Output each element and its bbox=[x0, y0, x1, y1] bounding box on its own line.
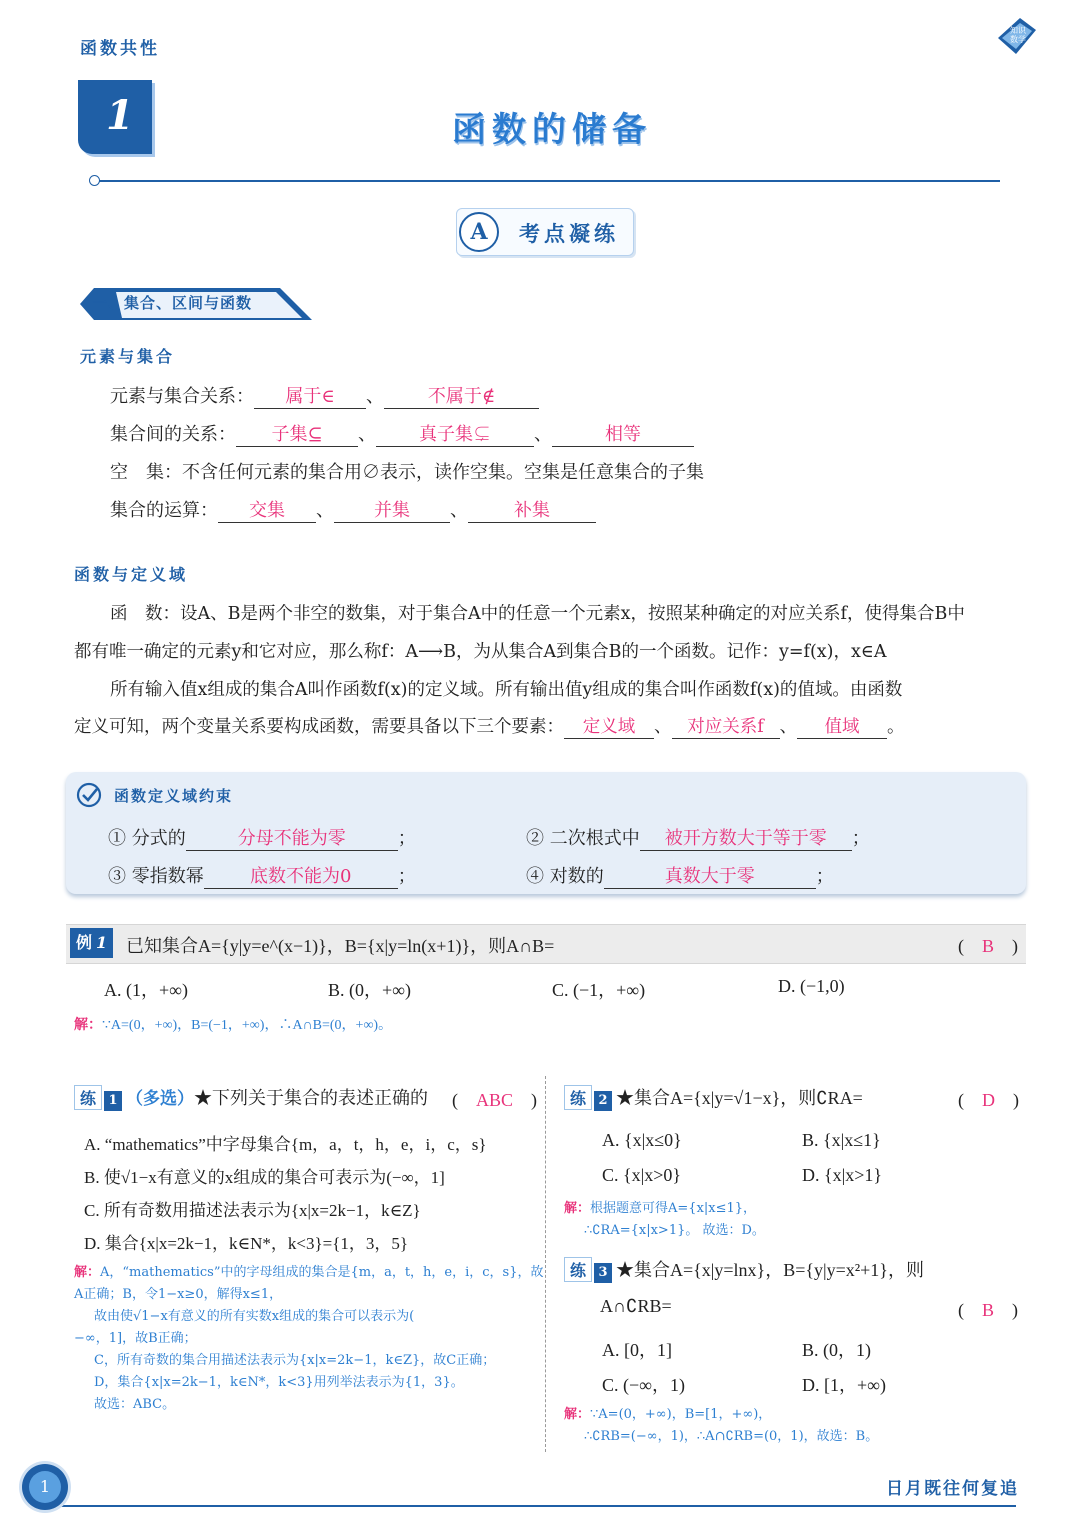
section-badge bbox=[456, 208, 634, 256]
practice2-solution-line: ∴∁RA={x|x>1}。 故选：D。 bbox=[584, 1223, 765, 1238]
sep: 、 bbox=[779, 717, 797, 737]
sep: 、 bbox=[450, 500, 468, 521]
practice3-option-b: B. (0，1) bbox=[802, 1340, 871, 1360]
practice3-num: 3 bbox=[594, 1263, 612, 1283]
practice1-header bbox=[74, 1084, 428, 1111]
header-rule-dot bbox=[89, 175, 100, 186]
practice2-tag: 练 bbox=[564, 1085, 592, 1110]
functions-title: 函数与定义域 bbox=[74, 565, 189, 584]
example1-option-a: A. (1，+∞) bbox=[104, 980, 188, 1000]
corner-badge bbox=[996, 12, 1040, 60]
practice1-num: 1 bbox=[104, 1091, 122, 1111]
blank-proper-subset: 真子集⊊ bbox=[376, 420, 534, 447]
practice3-solution-line: ∴∁RB=(−∞，1)，∴A∩∁RB=(0，1)，故选：B。 bbox=[584, 1429, 879, 1444]
constraint-4-answer: 真数大于零 bbox=[604, 862, 816, 889]
domain-def-1: 所有输入值x组成的集合A叫作函数f(x)的定义域。所有输出值y组成的集合叫作函数f(x)的值域。由函数 bbox=[110, 680, 903, 700]
practice1-stem: ★下列关于集合的表述正确的 bbox=[194, 1088, 429, 1109]
practice3-option-c: C. (−∞，1) bbox=[602, 1375, 685, 1395]
blank-not-belongs: 不属于∉ bbox=[384, 382, 539, 409]
constraint-1-answer: 分母不能为零 bbox=[186, 824, 398, 851]
practice1-solution-line: C，所有奇数的集合用描述法表示为{x|x=2k−1，k∈Z}，故C正确； bbox=[94, 1353, 496, 1368]
constraint-1 bbox=[108, 824, 416, 851]
semicolon: ； bbox=[851, 828, 870, 849]
elements-title: 元素与集合 bbox=[80, 347, 176, 366]
semicolon: ； bbox=[815, 866, 834, 887]
practice2-option-a: A. {x|x≤0} bbox=[602, 1130, 682, 1150]
chapter-number: 1 bbox=[106, 92, 134, 139]
badge-letter: A bbox=[459, 212, 499, 252]
practice1-solution bbox=[74, 1262, 544, 1416]
practice1-answer-bracket: ( ABC ) bbox=[452, 1090, 538, 1110]
practice3-solution bbox=[564, 1404, 878, 1448]
blank-correspondence: 对应关系f bbox=[672, 713, 780, 739]
constraint-3-answer: 底数不能为0 bbox=[204, 862, 398, 889]
example1-option-d: D. (−1,0) bbox=[778, 976, 845, 996]
practice1-option-c: C. 所有奇数用描述法表示为{x|x=2k−1，k∈Z} bbox=[84, 1201, 421, 1220]
practice3-stem: ★集合A={x|y=lnx}，B={y|y=x²+1}，则 bbox=[616, 1260, 924, 1280]
semicolon: ； bbox=[397, 866, 416, 887]
example1-tag-text: 例 bbox=[76, 933, 93, 952]
practice1-option-d: D. 集合{x|x=2k−1，k∈N*，k<3}={1，3，5} bbox=[84, 1234, 409, 1253]
example1-stem: 已知集合A={y|y=e^(x−1)}，B={x|y=ln(x+1)}，则A∩B= bbox=[126, 936, 555, 956]
constraint-2-answer: 被开方数大于等于零 bbox=[640, 824, 852, 851]
element-relation-label: 元素与集合关系： bbox=[110, 386, 254, 407]
blank-intersection: 交集 bbox=[218, 496, 316, 523]
chapter-number-box bbox=[78, 80, 152, 154]
practice2-option-c: C. {x|x>0} bbox=[602, 1165, 682, 1185]
example1-solution bbox=[74, 1014, 392, 1034]
solution-label: 解： bbox=[564, 1201, 591, 1216]
sep: 、 bbox=[358, 424, 376, 445]
practice1-solution-line: 故由使√1−x有意义的所有实数x组成的集合可以表示为( bbox=[94, 1309, 415, 1324]
constraint-2-label: ② 二次根式中 bbox=[526, 828, 640, 849]
sep: 、 bbox=[534, 424, 552, 445]
blank-subset: 子集⊆ bbox=[236, 420, 358, 447]
example1-option-c: C. (−1，+∞) bbox=[552, 980, 646, 1000]
constraint-title: 函数定义域约束 bbox=[114, 787, 234, 805]
sep: 、 bbox=[366, 386, 384, 407]
blank-complement: 补集 bbox=[468, 496, 596, 523]
function-def-2: 都有唯一确定的元素y和它对应，那么称f：A⟶B，为从集合A到集合B的一个函数。记作：y=f(x)，x∈A bbox=[74, 642, 887, 662]
blank-domain: 定义域 bbox=[564, 713, 654, 739]
constraint-4-label: ④ 对数的 bbox=[526, 866, 604, 887]
column-divider bbox=[545, 1076, 546, 1452]
section-label: 函数共性 bbox=[80, 39, 160, 59]
footer-rule bbox=[60, 1505, 1016, 1507]
domain-def-2 bbox=[74, 713, 905, 739]
practice3-option-a: A. [0，1] bbox=[602, 1340, 672, 1360]
constraint-3-label: ③ 零指数幂 bbox=[108, 866, 204, 887]
section1-heading: 一、集合、区间与函数 bbox=[92, 294, 253, 312]
example1-solution-text: ∵A=(0，+∞)，B=(−1，+∞)，∴A∩B=(0，+∞)。 bbox=[102, 1018, 393, 1033]
example1-num: 1 bbox=[96, 933, 108, 952]
example1-answer-bracket: ( B ) bbox=[958, 936, 1019, 956]
practice2-solution bbox=[564, 1198, 765, 1242]
practice1-option-a: A. “mathematics”中字母集合{m，a，t，h，e，i，c，s} bbox=[84, 1135, 487, 1154]
practice3-solution-line: ∵A=(0，+∞)，B=[1，+∞)， bbox=[590, 1407, 772, 1422]
practice1-type: （多选） bbox=[126, 1089, 195, 1109]
practice1-solution-line: A，“mathematics”中的字母组成的集合是{m，a，t，h，e，i，c，s}，故 bbox=[100, 1265, 544, 1280]
section1-banner bbox=[80, 286, 320, 322]
blank-equal: 相等 bbox=[552, 420, 694, 447]
practice3-tag: 练 bbox=[564, 1257, 592, 1282]
practice2-option-d: D. {x|x>1} bbox=[802, 1165, 883, 1185]
constraint-1-label: ① 分式的 bbox=[108, 828, 186, 849]
practice2-answer: D bbox=[982, 1090, 995, 1110]
footer-motto: 日月既往何复追 bbox=[886, 1479, 1019, 1499]
practice1-solution-line: −∞，1]，故B正确； bbox=[74, 1331, 197, 1346]
blank-union: 并集 bbox=[334, 496, 450, 523]
period: 。 bbox=[887, 717, 905, 737]
empty-set-line: 空 集：不含任何元素的集合用∅表示，读作空集。空集是任意集合的子集 bbox=[110, 462, 704, 483]
chapter-title: 函数的储备 bbox=[452, 110, 652, 150]
practice1-option-b: B. 使√1−x有意义的x组成的集合可表示为(−∞，1] bbox=[84, 1168, 445, 1187]
practice1-solution-line: D，集合{x|x=2k−1，k∈N*，k<3}用列举法表示为{1，3}。 bbox=[94, 1375, 464, 1390]
semicolon: ； bbox=[397, 828, 416, 849]
set-relation-label: 集合间的关系： bbox=[110, 424, 236, 445]
constraint-3 bbox=[108, 862, 416, 889]
header-rule bbox=[96, 180, 1000, 182]
solution-label: 解： bbox=[74, 1265, 101, 1280]
example1-answer: B bbox=[982, 936, 995, 956]
practice1-solution-line: A正确；B，令1−x≥0，解得x≤1， bbox=[74, 1287, 283, 1302]
badge-label: 考点凝练 bbox=[519, 221, 619, 246]
element-relation-line bbox=[110, 382, 539, 409]
page-number-badge bbox=[22, 1464, 68, 1510]
blank-belongs: 属于∈ bbox=[254, 382, 366, 409]
constraint-2 bbox=[526, 824, 870, 851]
example1-option-b: B. (0，+∞) bbox=[328, 980, 411, 1000]
practice2-num: 2 bbox=[594, 1091, 612, 1111]
practice1-answer: ABC bbox=[476, 1090, 514, 1110]
practice1-tag: 练 bbox=[74, 1085, 102, 1110]
practice2-answer-bracket: ( D ) bbox=[958, 1090, 1019, 1110]
practice2-stem: ★集合A={x|y=√1−x}，则∁RA= bbox=[616, 1088, 863, 1108]
practice2-option-b: B. {x|x≤1} bbox=[802, 1130, 881, 1150]
practice3-header bbox=[564, 1256, 924, 1283]
set-operations-label: 集合的运算： bbox=[110, 500, 218, 521]
page-number: 1 bbox=[29, 1471, 61, 1503]
practice3-answer: B bbox=[982, 1300, 995, 1320]
solution-label: 解： bbox=[564, 1407, 591, 1422]
practice3-option-d: D. [1，+∞) bbox=[802, 1375, 886, 1395]
practice2-solution-line: 根据题意可得A={x|x≤1}， bbox=[590, 1201, 757, 1216]
solution-label: 解： bbox=[74, 1017, 102, 1033]
practice2-header bbox=[564, 1084, 863, 1111]
corner-badge-text: 知识数学 bbox=[1010, 26, 1026, 44]
function-def-1: 函 数：设A、B是两个非空的数集，对于集合A中的任意一个元素x，按照某种确定的对应关系f，使得集合B中 bbox=[110, 604, 965, 624]
set-operations-line bbox=[110, 496, 596, 523]
practice3-stem-2: A∩∁RB= bbox=[600, 1296, 672, 1316]
practice1-solution-line: 故选：ABC。 bbox=[94, 1397, 176, 1412]
practice3-answer-bracket: ( B ) bbox=[958, 1300, 1019, 1320]
sep: 、 bbox=[316, 500, 334, 521]
check-circle-icon bbox=[76, 782, 102, 808]
constraint-box bbox=[66, 772, 1026, 894]
set-relation-line bbox=[110, 420, 694, 447]
sep: 、 bbox=[654, 717, 672, 737]
blank-range: 值域 bbox=[797, 713, 887, 739]
domain-def-2-text: 定义可知，两个变量关系要构成函数，需要具备以下三个要素： bbox=[74, 717, 564, 737]
constraint-4 bbox=[526, 862, 834, 889]
example1-tag bbox=[70, 928, 113, 958]
